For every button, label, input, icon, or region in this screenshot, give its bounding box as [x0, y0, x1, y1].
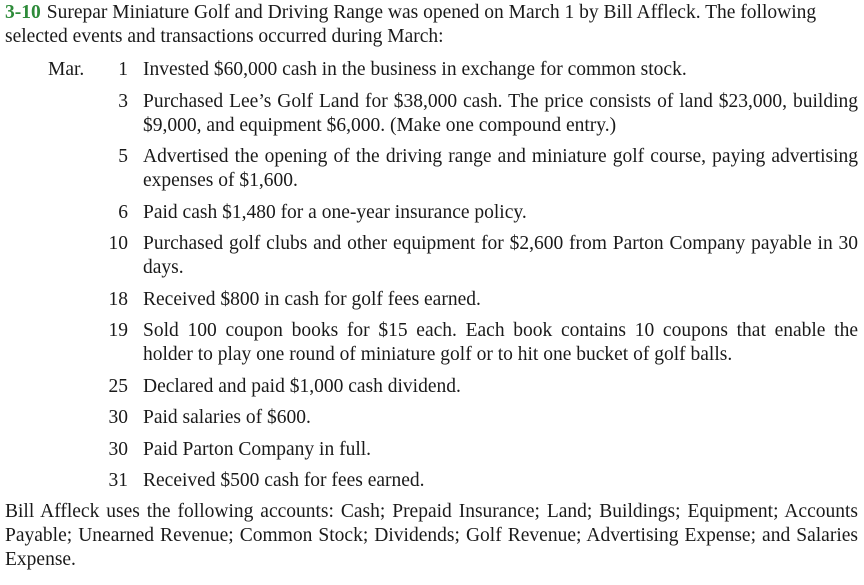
event-row [5, 438, 858, 462]
event-row [5, 288, 858, 312]
event-day: 18 [108, 288, 128, 310]
event-row [5, 469, 858, 493]
event-row [5, 145, 858, 193]
problem-intro [5, 1, 858, 49]
event-row [5, 90, 858, 138]
event-list [5, 58, 858, 493]
event-day: 3 [118, 90, 128, 112]
intro-text: Surepar Miniature Golf and Driving Range was opened on March 1 by Bill Affleck. The following selected events and transactions occurred during March: [5, 2, 817, 47]
event-day: 6 [118, 201, 128, 223]
event-row [5, 201, 858, 225]
event-day: 30 [108, 438, 128, 460]
event-description: Purchased golf clubs and other equipment for $2,600 from Parton Company payable in 30 days. [143, 233, 858, 278]
event-day: 25 [108, 375, 128, 397]
event-day: 10 [108, 233, 128, 254]
event-day: 30 [108, 407, 128, 428]
event-description: Advertised the opening of the driving range and miniature golf course, paying advertising expenses of $1,600. [143, 146, 858, 191]
event-description: Sold 100 coupon books for $15 each. Each book contains 10 coupons that enable the holder to play one round of miniature golf or to hit one bucket of golf balls. [143, 320, 858, 365]
event-day: 31 [108, 470, 128, 491]
event-description: Invested $60,000 cash in the business in exchange for common stock. [143, 59, 687, 80]
event-row [5, 319, 858, 367]
problem-page [5, 1, 858, 572]
event-description: Received $500 cash for fees earned. [143, 470, 425, 491]
event-day: 1 [118, 59, 128, 80]
event-description: Purchased Lee’s Golf Land for $38,000 cash. The price consists of land $23,000, building $9,000, and equipment $6,000. (Make one compound entry.) [143, 90, 858, 136]
event-row [5, 232, 858, 280]
event-row [5, 58, 858, 82]
event-day: 19 [108, 320, 128, 341]
event-description: Received $800 in cash for golf fees earned. [143, 288, 481, 310]
event-description: Declared and paid $1,000 cash dividend. [143, 375, 461, 397]
event-row [5, 375, 858, 399]
event-row [5, 406, 858, 430]
problem-number: 3-10 [5, 2, 41, 23]
accounts-footer: Bill Affleck uses the following accounts: Cash; Prepaid Insurance; Land; Buildings; Equipment; Accounts Payable; Unearned Revenue; Common Stock; Dividends; Golf Revenue; Advertising Expense; and Salaries Expense. [5, 500, 858, 570]
event-description: Paid cash $1,480 for a one-year insurance policy. [143, 201, 527, 223]
event-month: Mar. [48, 59, 85, 80]
event-description: Paid Parton Company in full. [143, 438, 372, 460]
event-day: 5 [118, 146, 128, 167]
event-description: Paid salaries of $600. [143, 407, 311, 428]
